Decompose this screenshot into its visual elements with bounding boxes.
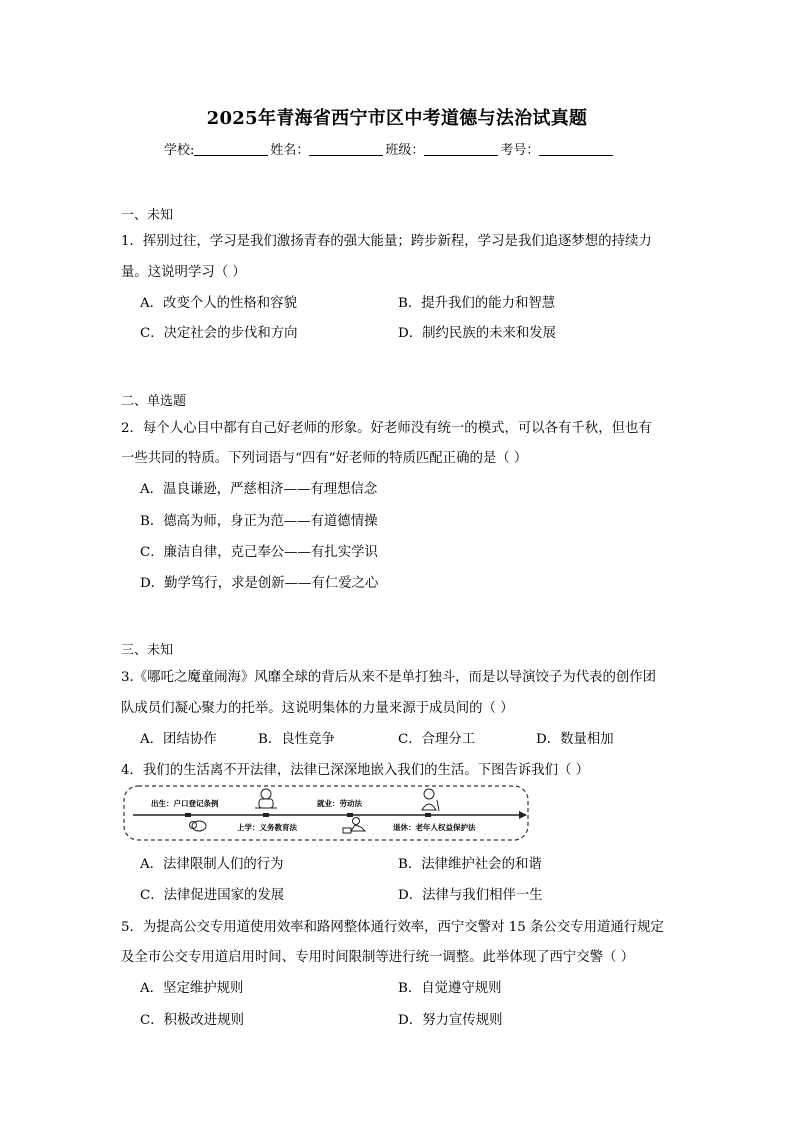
question-3-option-c[interactable]: C．合理分工	[398, 732, 476, 747]
timeline-arrowhead	[519, 811, 527, 819]
number-label: 考号：	[500, 143, 540, 158]
question-5-option-a[interactable]: A．坚定维护规则	[140, 981, 244, 996]
timeline-tick	[263, 813, 269, 817]
question-2-option-c[interactable]: C．廉洁自律，克己奉公——有扎实学识	[140, 545, 378, 560]
timeline-tick	[347, 813, 353, 817]
page-title: 2025年青海省西宁市区中考道德与法治试真题	[206, 108, 588, 129]
question-5-option-d[interactable]: D．努力宣传规则	[398, 1013, 503, 1028]
question-1-text-line2: 量。这说明学习（ ）	[121, 265, 246, 280]
school-blank[interactable]	[194, 143, 268, 156]
question-2-option-b[interactable]: B．德高为师，身正为范——有道德情操	[140, 514, 378, 529]
section-heading: 三、未知	[121, 643, 174, 658]
timeline-label-retire: 退休：老年人权益保护法	[393, 823, 476, 832]
question-2-option-d[interactable]: D．勤学笃行，求是创新——有仁爱之心	[140, 576, 379, 591]
timeline-label-work: 就业：劳动法	[317, 799, 362, 808]
question-1-option-a[interactable]: A．改变个人的性格和容貌	[140, 296, 297, 311]
question-3-option-d[interactable]: D．数量相加	[536, 732, 614, 747]
section-heading: 二、单选题	[121, 394, 187, 409]
question-4-option-d[interactable]: D．法律与我们相伴一生	[398, 888, 543, 903]
question-5-option-c[interactable]: C．积极改进规则	[140, 1013, 244, 1028]
number-blank[interactable]	[539, 143, 613, 156]
worker-at-desk-icon	[343, 818, 365, 834]
question-2-text-line2: 一些共同的特质。下列词语与“四有”好老师的特质匹配正确的是（ ）	[121, 451, 528, 466]
question-5-text-line2: 及全市公交专用道启用时间、专用时间限制等进行统一调整。此举体现了西宁交警（ ）	[121, 950, 635, 965]
timeline-tick	[425, 813, 431, 817]
question-1-option-d[interactable]: D．制约民族的未来和发展	[398, 326, 557, 341]
school-label: 学校:	[164, 143, 195, 158]
timeline-tick	[185, 813, 191, 817]
question-3-option-a[interactable]: A．团结协作	[140, 732, 217, 747]
name-blank[interactable]	[309, 143, 383, 156]
question-2-text-line1: 2．每个人心目中都有自己好老师的形象。好老师没有统一的模式，可以各有千秋，但也有	[121, 421, 652, 436]
question-3-text-line2: 队成员们凝心聚力的托举。这说明集体的力量来源于成员间的（ ）	[121, 701, 514, 716]
question-2-option-a[interactable]: A．温良谦逊，严慈相济——有理想信念	[140, 482, 378, 497]
question-1-text-line1: 1．挥别过往，学习是我们激扬青春的强大能量；跨步新程，学习是我们追逐梦想的持续力	[121, 234, 652, 249]
section-heading: 一、未知	[121, 208, 174, 223]
question-1-option-c[interactable]: C．决定社会的步伐和方向	[140, 326, 298, 341]
question-5-text-line1: 5．为提高公交专用道使用效率和路网整体通行效率，西宁交警对 15 条公交专用道通行规定	[121, 920, 664, 935]
timeline-label-birth: 出生：户口登记条例	[151, 799, 219, 808]
class-label: 班级：	[385, 143, 425, 158]
question-1-option-b[interactable]: B．提升我们的能力和智慧	[398, 296, 556, 311]
question-4-option-a[interactable]: A．法律限制人们的行为	[140, 857, 284, 872]
name-label: 姓名：	[270, 143, 310, 158]
class-blank[interactable]	[424, 143, 498, 156]
student-icon	[255, 789, 277, 808]
student-info-line	[164, 139, 615, 158]
question-4-option-c[interactable]: C．法律促进国家的发展	[140, 888, 285, 903]
elderly-person-icon	[422, 789, 439, 811]
question-3-text-line1: 3.《哪吒之魔童闹海》风靡全球的背后从来不是单打独斗，而是以导演饺子为代表的创作团	[121, 670, 657, 685]
timeline-label-school: 上学：义务教育法	[237, 823, 297, 832]
question-3-option-b[interactable]: B．良性竞争	[258, 732, 335, 747]
question-5-option-b[interactable]: B．自觉遵守规则	[398, 981, 502, 996]
question-4-option-b[interactable]: B．法律维护社会的和谐	[398, 857, 542, 872]
life-law-timeline-figure	[121, 784, 531, 842]
baby-icon	[190, 821, 207, 831]
question-4-text-line1: 4．我们的生活离不开法律，法律已深深地嵌入我们的生活。下图告诉我们（ ）	[121, 763, 590, 778]
